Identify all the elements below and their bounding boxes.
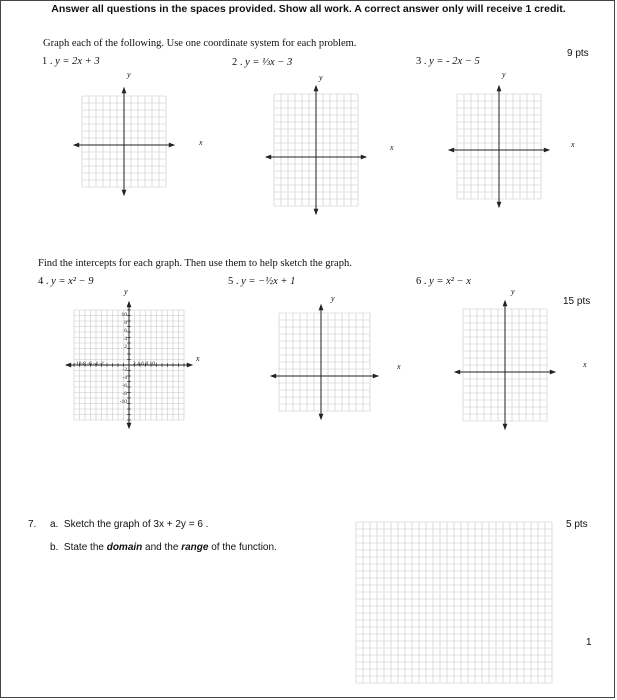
question7-part-a: a. Sketch the graph of 3x + 2y = 6 .	[50, 519, 209, 530]
y-tick-labels-negative: -2 -4 -6 -8 -10	[119, 367, 127, 405]
x-axis-arrow-left	[265, 155, 271, 160]
problem-4: 4 . y = x² − 9	[38, 276, 94, 287]
problem-5: 5 . y = −½x + 1	[228, 276, 296, 287]
axis-label-y: y	[127, 70, 131, 79]
coordinate-grid-2	[264, 88, 384, 208]
coordinate-grid-3	[447, 87, 567, 207]
question7-part-b: b. State the domain and the range of the function.	[50, 542, 277, 553]
section2-points: 15 pts	[563, 296, 591, 307]
x-axis-arrow-right	[373, 374, 379, 379]
x-axis-arrow-left	[448, 148, 454, 153]
axis-label-x: x	[571, 140, 575, 149]
y-axis-arrow-up	[319, 304, 324, 310]
y-tick-labels-positive: 10 8 6 4 2	[121, 312, 127, 350]
axis-label-x: x	[390, 143, 394, 152]
x-axis-arrow-right	[361, 155, 367, 160]
axis-label-y: y	[502, 70, 506, 79]
problem-1: 1 . y = 2x + 3	[42, 56, 100, 67]
x-axis-arrow-right	[169, 143, 175, 148]
section1-points: 9 pts	[567, 48, 589, 59]
instructions-header: Answer all questions in the spaces provided. Show all work. A correct answer only will receive 1 credit.	[51, 3, 566, 15]
x-axis-arrow-left	[454, 370, 460, 375]
x-axis-arrow-left	[73, 143, 79, 148]
y-axis-arrow-down	[319, 414, 324, 420]
axis-label-y: y	[124, 287, 128, 296]
axis-label-y: y	[511, 287, 515, 296]
coordinate-grid-6	[453, 305, 573, 425]
x-tick-labels-positive: 2 4 6 8 10	[133, 361, 155, 367]
section2-instruction: Find the intercepts for each graph. Then use them to help sketch the graph.	[38, 258, 352, 269]
y-axis-arrow-down	[122, 190, 127, 196]
problem-3: 3 . y = - 2x − 5	[416, 56, 480, 67]
x-tick-labels-negative: -10-8 -6 -4 -2	[74, 361, 104, 367]
x-axis-arrow-right	[544, 148, 550, 153]
problem-2: 2 . y = ⅓x − 3	[232, 57, 293, 68]
axis-label-y: y	[319, 73, 323, 82]
y-axis-arrow-up	[122, 87, 127, 93]
coordinate-grid-1	[72, 87, 192, 207]
problem-6: 6 . y = x² − x	[416, 276, 471, 287]
x-axis-arrow-right	[550, 370, 556, 375]
x-axis-arrow-left	[270, 374, 276, 379]
coordinate-grid-7	[356, 522, 556, 684]
section1-instruction: Graph each of the following. Use one coordinate system for each problem.	[43, 38, 357, 49]
axis-label-x: x	[397, 362, 401, 371]
axis-label-x: x	[196, 354, 200, 363]
axis-label-x: x	[199, 138, 203, 147]
question7-points: 5 pts	[566, 519, 588, 530]
coordinate-grid-5	[269, 305, 389, 425]
x-axis-arrow-left	[65, 363, 71, 368]
page-number: 1	[586, 637, 592, 648]
question7-number: 7.	[28, 519, 37, 530]
axis-label-y: y	[331, 294, 335, 303]
axis-label-x: x	[583, 360, 587, 369]
